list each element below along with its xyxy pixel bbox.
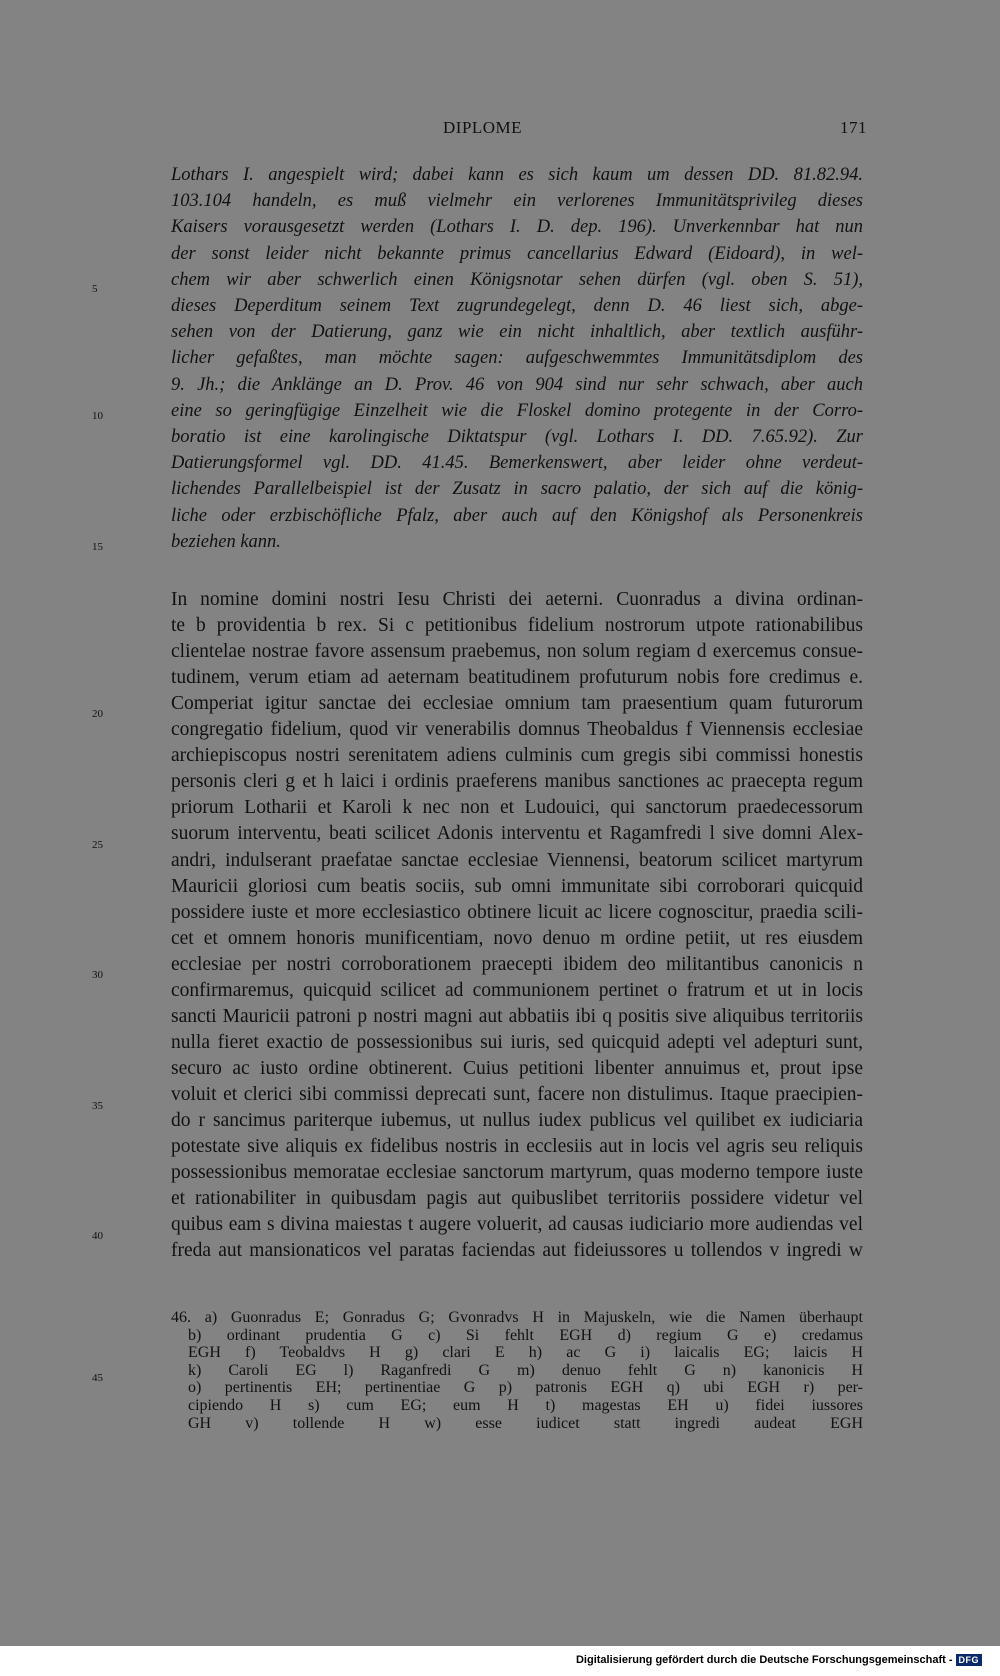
line-number: 15 [92, 541, 103, 553]
footnotes-line: k) Caroli EG l) Raganfredi G m) denuo fehlt G n) kanonicis H [188, 1361, 863, 1379]
footnotes-line: GH v) tollende H w) esse iudicet statt ingredi audeat EGH [188, 1414, 863, 1432]
footnotes-line: o) pertinentis EH; pertinentiae G p) patronis EGH q) ubi EGH r) per- [188, 1379, 863, 1397]
body_text-line: andri, indulserant praefatae sanctae ecclesiae Viennensi, beatorum scilicet martyrum [171, 849, 863, 871]
body_text-line: securo ac iusto ordine obtinerent. Cuius petitioni libenter annuimus et, prout ipse [171, 1057, 863, 1079]
body_text-line: te b providentia b rex. Si c petitionibus fidelium nostrorum utpote rationabilibus [171, 615, 863, 637]
body_text-line: freda aut mansionaticos vel paratas faciendas aut fideiussores u tollendos v ingredi w [171, 1240, 863, 1262]
commentary-line: Datierungsformel vgl. DD. 41.45. Bemerkenswert, aber leider ohne verdeut- [171, 453, 863, 474]
dfg-logo: DFG [956, 1654, 983, 1666]
line-number: 35 [92, 1100, 103, 1112]
commentary-line: Lothars I. angespielt wird; dabei kann es sich kaum um dessen DD. 81.82.94. [171, 165, 863, 185]
digitization-credit [576, 1654, 982, 1666]
footnotes-line: 46. a) Guonradus E; Gonradus G; Gvonradvs H in Majuskeln, wie die Namen überhaupt [171, 1309, 863, 1326]
body_text-line: personis cleri g et h laici i ordinis praeferens manibus sanctiones ac praecepta regum [171, 771, 863, 793]
body_text-line: Mauricii gloriosi cum beatis sociis, sub omni immunitate sibi corroborari quicquid [171, 875, 863, 897]
credit-text: Digitalisierung gefördert durch die Deutsche Forschungsgemeinschaft - [575, 1654, 953, 1666]
body_text-line: et rationabiliter in quibusdam pagis aut quibuslibet territoriis possidere videtur vel [171, 1188, 863, 1210]
body_text-line: do r sancimus pariterque iubemus, ut nullus iudex publicus vel quilibet ex iudiciaria [171, 1110, 863, 1131]
line-number: 10 [92, 410, 103, 422]
commentary-line: sehen von der Datierung, ganz wie ein nicht inhaltlich, aber textlich ausführ- [171, 322, 863, 343]
body_text-line: quibus eam s divina maiestas t augere voluerit, ad causas iudiciario more audiendas vel [171, 1214, 863, 1236]
commentary-line: licher gefaßtes, man möchte sagen: aufgeschwemmtes Immunitätsdiplom des [171, 348, 863, 369]
body_text-line: confirmaremus, quicquid scilicet ad communionem pertinet o fratrum et ut in locis [171, 979, 863, 1001]
body_text-line: potestate sive aliquis ex fidelibus nostris in ecclesiis aut in locis vel agris seu reliquis [171, 1136, 863, 1158]
line-number: 20 [92, 708, 103, 720]
commentary-line: liche oder erzbischöfliche Pfalz, aber auch auf den Königshof als Personenkreis [171, 505, 863, 526]
body_text-line: possessionibus memoratae ecclesiae sanctorum martyrum, quas moderno tempore iuste [171, 1162, 863, 1184]
body_text-line: In nomine domini nostri Iesu Christi dei aeterni. Cuonradus a divina ordinan- [171, 589, 863, 610]
commentary-line: chem wir aber schwerlich einen Königsnotar sehen dürfen (vgl. oben S. 51), [171, 269, 863, 290]
body_text-line: ecclesiae per nostri corroborationem praecepti ibidem deo militantibus canonicis n [171, 953, 863, 975]
commentary-line: eine so geringfügige Einzelheit wie die Floskel domino protegente in der Corro- [171, 400, 863, 421]
line-number: 25 [92, 839, 103, 851]
commentary-line: Kaisers vorausgesetzt werden (Lothars I. D. dep. 196). Unverkennbar hat nun [171, 217, 863, 238]
commentary-line: 9. Jh.; die Anklänge an D. Prov. 46 von 904 sind nur sehr schwach, aber auch [171, 374, 863, 395]
commentary-line: lichendes Parallelbeispiel ist der Zusatz in sacro palatio, der sich auf die könig- [171, 479, 863, 500]
body_text-line: Comperiat igitur sanctae dei ecclesiae omnium tam praesentium quam futurorum [171, 693, 863, 715]
body_text-line: congregatio fidelium, quod vir venerabilis domnus Theobaldus f Viennensis ecclesiae [171, 719, 863, 741]
commentary-line: der sonst leider nicht bekannte primus cancellarius Edward (Eidoard), in wel- [171, 243, 863, 264]
line-number: 40 [92, 1230, 103, 1242]
line-number: 5 [92, 283, 98, 295]
commentary-line: 103.104 handeln, es muß vielmehr ein verlorenes Immunitätsprivileg dieses [171, 191, 863, 212]
running-head: DIPLOME [443, 118, 523, 137]
body_text-line: nulla fieret exactio de possessionibus sui iuris, sed quicquid adepti vel adepturi sunt, [171, 1031, 863, 1053]
body_text-line: voluit et clerici sibi commissi deprecati sunt, facere non distulimus. Itaque praecipien- [171, 1083, 863, 1105]
body_text-line: tudinem, verum etiam ad aeternam beatitudinem profuturum nobis fore credimus e. [171, 667, 863, 689]
footnotes-line: b) ordinant prudentia G c) Si fehlt EGH d) regium G e) credamus [188, 1326, 863, 1344]
page-number: 171 [840, 118, 867, 137]
footnotes-line: EGH f) Teobaldvs H g) clari E h) ac G i) laicalis EG; laicis H [188, 1344, 863, 1362]
body_text-line: archiepiscopus nostri serenitatem adiens culminis cum gregis sibi commissi honestis [171, 745, 863, 767]
line-number: 30 [92, 969, 103, 981]
line-number: 45 [92, 1372, 103, 1384]
body_text-line: priorum Lotharii et Karoli k nec non et Ludouici, qui sanctorum praedecessorum [171, 797, 863, 819]
commentary-line: boratio ist eine karolingische Diktatspur (vgl. Lothars I. DD. 7.65.92). Zur [171, 427, 863, 447]
body_text-line: sancti Mauricii patroni p nostri magni aut abbatiis ibi q positis sive aliquibus territoriis [171, 1005, 863, 1027]
body_text-line: suorum interventu, beati scilicet Adonis interventu et Ragamfredi l sive domni Alex- [171, 823, 863, 845]
body_text-line: possidere iuste et more ecclesiastico obtinere licuit ac licere cognoscitur, praedia scili- [171, 901, 863, 923]
body_text-line: clientelae nostrae favore assensum praebemus, non solum regiam d exercemus consue- [171, 641, 863, 663]
commentary-line: dieses Deperditum seinem Text zugrundegelegt, denn D. 46 liest sich, abge- [171, 296, 863, 316]
commentary-line: beziehen kann. [171, 531, 281, 552]
footnotes-line: cipiendo H s) cum EG; eum H t) magestas EH u) fidei iussores [188, 1397, 863, 1414]
body_text-line: cet et omnem honoris munificentiam, novo denuo m ordine petiit, ut res eiusdem [171, 927, 863, 949]
